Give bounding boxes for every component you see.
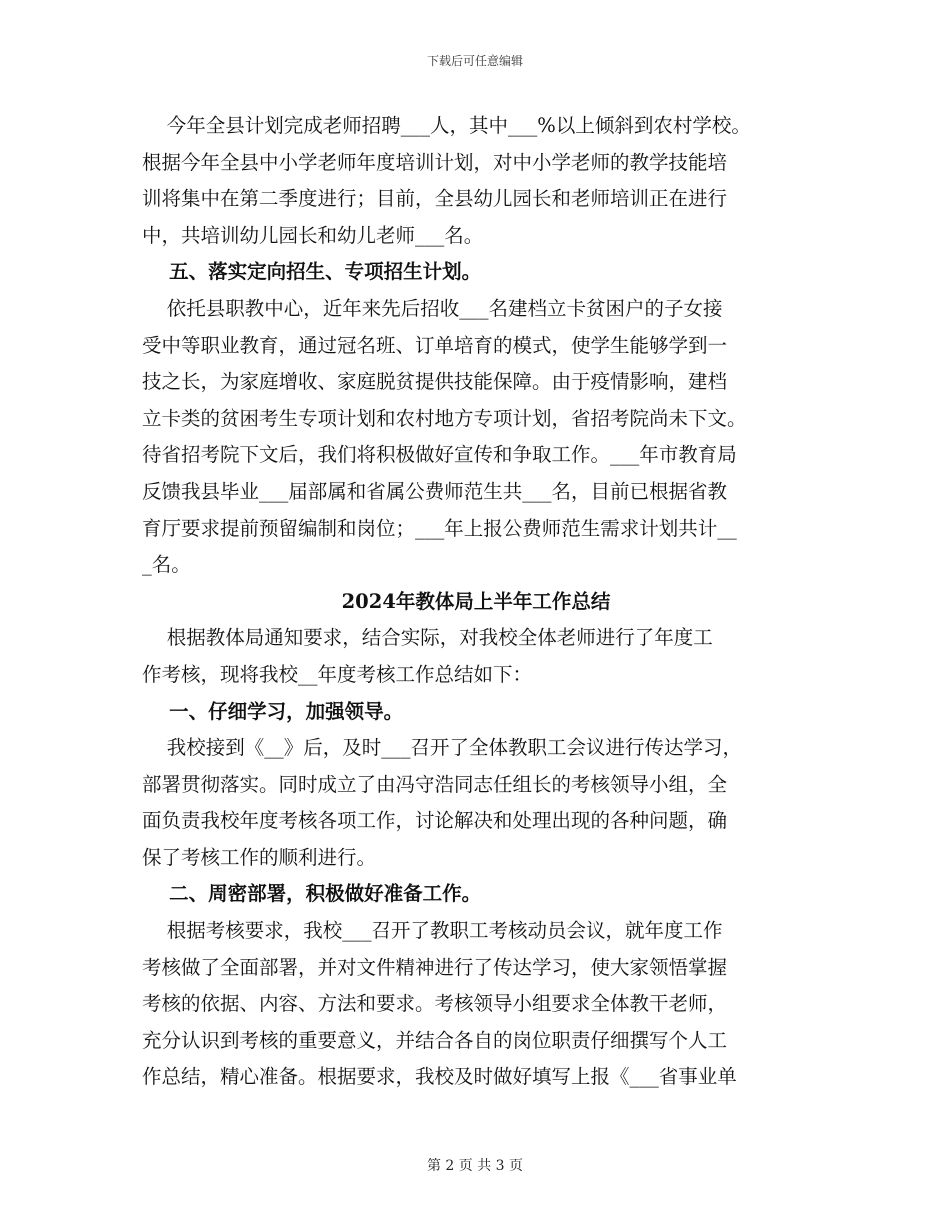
paragraph-line: 根据今年全县中小学老师年度培训计划，对中小学老师的教学技能培	[142, 150, 728, 174]
paragraph-line: 根据考核要求，我校___召开了教职工考核动员会议，就年度工作	[142, 919, 723, 943]
paragraph-line: 技之长，为家庭增收、家庭脱贫提供技能保障。由于疫情影响，建档	[142, 370, 728, 394]
page-header: 下载后可任意编辑	[426, 54, 523, 68]
paragraph-line: 保了考核工作的顺利进行。	[142, 845, 377, 869]
page-footer: 第 2 页 共 3 页	[426, 1158, 524, 1174]
paragraph-line: 今年全县计划完成老师招聘___人，其中___%以上倾斜到农村学校。	[142, 114, 751, 137]
paragraph-line: 反馈我县毕业___届部属和省属公费师范生共___名，目前已根据省教	[142, 479, 728, 503]
paragraph-line: 部署贯彻落实。同时成立了由冯守浩同志任组长的考核领导小组，全	[142, 772, 728, 796]
document-body	[142, 108, 810, 1096]
paragraph-line: 依托县职教中心，近年来先后招收___名建档立卡贫困户的子女接	[142, 296, 723, 320]
paragraph-line: 考核做了全面部署，并对文件精神进行了传达学习，使大家领悟掌握	[142, 955, 728, 979]
section-heading: 五、落实定向招生、专项招生计划。	[142, 260, 482, 284]
paragraph-line: 训将集中在第二季度进行；目前，全县幼儿园长和老师培训正在进行	[142, 187, 728, 211]
paragraph-line: 立卡类的贫困考生专项计划和农村地方专项计划，省招考院尚未下文。	[142, 406, 747, 430]
section-heading: 二、周密部署，积极做好准备工作。	[142, 882, 482, 906]
paragraph-line: 作考核，现将我校__年度考核工作总结如下：	[142, 662, 533, 686]
paragraph-line: 育厅要求提前预留编制和岗位；___年上报公费师范生需求计划共计__	[142, 516, 737, 540]
paragraph-line: 考核的依据、内容、方法和要求。考核领导小组要求全体教干老师，	[142, 992, 728, 1016]
paragraph-line: 中，共培训幼儿园长和幼儿老师___名。	[142, 223, 484, 247]
section-heading: 一、仔细学习，加强领导。	[142, 699, 404, 723]
paragraph-line: 根据教体局通知要求，结合实际，对我校全体老师进行了年度工	[142, 626, 713, 650]
paragraph-line: 充分认识到考核的重要意义，并结合各自的岗位职责仔细撰写个人工	[142, 1028, 728, 1052]
paragraph-line: 待省招考院下文后，我们将积极做好宣传和争取工作。___年市教育局	[142, 443, 737, 467]
paragraph-line: 我校接到《__》后，及时___召开了全体教职工会议进行传达学习，	[142, 736, 743, 760]
paragraph-line: 作总结，精心准备。根据要求，我校及时做好填写上报《___省事业单	[142, 1065, 737, 1089]
paragraph-line: 受中等职业教育，通过冠名班、订单培育的模式，使学生能够学到一	[142, 333, 728, 357]
paragraph-line: 面负责我校年度考核各项工作，讨论解决和处理出现的各种问题，确	[142, 809, 728, 833]
section-title: 2024年教体局上半年工作总结	[341, 589, 611, 613]
paragraph-line: _名。	[142, 553, 191, 577]
